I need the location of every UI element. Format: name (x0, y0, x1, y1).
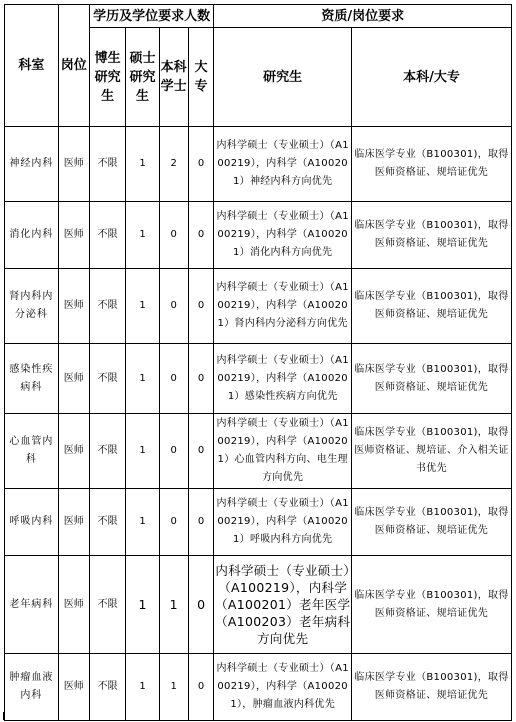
graduate-requirement-cell: 内科学硕士（专业硕士）（A100219），内科学（A100201）神经内科方向优先 (214, 127, 351, 202)
position-cell: 医师 (58, 489, 89, 556)
header-undergrad-requirement: 本科/大专 (351, 28, 511, 127)
position-cell: 医师 (58, 556, 89, 654)
graduate-requirement-cell: 内科学硕士（专业硕士）（A100219），内科学（A100201）心血管内科方向、电生理方向优先 (214, 414, 351, 489)
master-count-cell: 1 (126, 202, 159, 269)
master-count-cell: 1 (126, 127, 159, 202)
position-cell: 医师 (58, 127, 89, 202)
college-count-cell: 0 (188, 269, 214, 344)
position-cell: 医师 (58, 344, 89, 414)
table-row (5, 556, 512, 654)
header-graduate-requirement: 研究生 (214, 28, 351, 127)
graduate-requirement-cell: 内科学硕士（专业硕士）（A100219），内科学（A100201）感染性疾病方向优先 (214, 344, 351, 414)
recruitment-table-wrap (4, 4, 512, 721)
master-count-cell: 1 (126, 654, 159, 721)
graduate-requirement-cell: 内科学硕士（专业硕士）（A100219），内科学（A100201），肿瘤血液内科优先 (214, 654, 351, 721)
table-row (5, 654, 512, 721)
phd-count-cell: 不限 (89, 556, 126, 654)
master-count-cell: 1 (126, 344, 159, 414)
college-count-cell: 0 (188, 344, 214, 414)
undergrad-requirement-cell: 临床医学专业（B100301)，取得医师资格证、规培证优先 (351, 202, 511, 269)
dept-cell: 神经内科 (5, 127, 59, 202)
bachelor-count-cell: 0 (159, 269, 188, 344)
college-count-cell: 0 (188, 414, 214, 489)
master-count-cell: 1 (126, 269, 159, 344)
college-count-cell: 0 (188, 556, 214, 654)
header-qualification-group: 资质/岗位要求 (214, 5, 512, 28)
college-count-cell: 0 (188, 654, 214, 721)
header-dept: 科室 (5, 5, 59, 127)
master-count-cell: 1 (126, 414, 159, 489)
bachelor-count-cell: 1 (159, 556, 188, 654)
bachelor-count-cell: 0 (159, 344, 188, 414)
graduate-requirement-cell: 内科学硕士（专业硕士）（A100219），内科学（A100201）呼吸内科方向优先 (214, 489, 351, 556)
graduate-requirement-cell: 内科学硕士（专业硕士）（A100219），内科学（A100201）消化内科方向优先 (214, 202, 351, 269)
undergrad-requirement-cell: 临床医学专业（B100301)，取得医师资格证、规培证优先 (351, 269, 511, 344)
bachelor-count-cell: 0 (159, 414, 188, 489)
phd-count-cell: 不限 (89, 269, 126, 344)
phd-count-cell: 不限 (89, 344, 126, 414)
table-row (5, 489, 512, 556)
undergrad-requirement-cell: 临床医学专业（B100301)，取得医师资格证、规培证、介入相关证书优先 (351, 414, 511, 489)
dept-cell: 呼吸内科 (5, 489, 59, 556)
header-position: 岗位 (58, 5, 89, 127)
master-count-cell: 1 (126, 489, 159, 556)
undergrad-requirement-cell: 临床医学专业（B100301)，取得医师资格证、规培证优先 (351, 127, 511, 202)
undergrad-requirement-cell: 临床医学专业（B100301)，取得医师资格证、规培证优先 (351, 344, 511, 414)
college-count-cell: 0 (188, 202, 214, 269)
position-cell: 医师 (58, 269, 89, 344)
bachelor-count-cell: 1 (159, 654, 188, 721)
college-count-cell: 0 (188, 127, 214, 202)
table-row (5, 344, 512, 414)
dept-cell: 肿瘤血液内科 (5, 654, 59, 721)
undergrad-requirement-cell: 临床医学专业（B100301)，取得医师资格证、规培证优先 (351, 654, 511, 721)
undergrad-requirement-cell: 临床医学专业（B100301)，取得医师资格证、规培证优先 (351, 489, 511, 556)
graduate-requirement-cell: 内科学硕士（专业硕士）（A100219），内科学（A100201）老年医学（A100203）老年病科方向优先 (214, 556, 351, 654)
bachelor-count-cell: 2 (159, 127, 188, 202)
bachelor-count-cell: 0 (159, 202, 188, 269)
master-count-cell: 1 (126, 556, 159, 654)
header-education-group: 学历及学位要求人数 (89, 5, 214, 28)
page-margin-mark (3, 712, 4, 720)
phd-count-cell: 不限 (89, 489, 126, 556)
dept-cell: 老年病科 (5, 556, 59, 654)
header-bachelor: 本科学士 (159, 28, 188, 127)
table-row (5, 127, 512, 202)
header-phd: 博生研究生 (89, 28, 126, 127)
dept-cell: 心血管内科 (5, 414, 59, 489)
header-college: 大专 (188, 28, 214, 127)
table-row (5, 269, 512, 344)
position-cell: 医师 (58, 414, 89, 489)
undergrad-requirement-cell: 临床医学专业（B100301)，取得医师资格证、规培证优先 (351, 556, 511, 654)
recruitment-table (4, 4, 512, 721)
college-count-cell: 0 (188, 489, 214, 556)
dept-cell: 肾内科内分泌科 (5, 269, 59, 344)
bachelor-count-cell: 0 (159, 489, 188, 556)
position-cell: 医师 (58, 202, 89, 269)
dept-cell: 感染性疾病科 (5, 344, 59, 414)
dept-cell: 消化内科 (5, 202, 59, 269)
phd-count-cell: 不限 (89, 654, 126, 721)
table-row (5, 414, 512, 489)
header-master: 硕士研究生 (126, 28, 159, 127)
table-row (5, 202, 512, 269)
graduate-requirement-cell: 内科学硕士（专业硕士）（A100219），内科学（A100201）肾内科内分泌科方向优先 (214, 269, 351, 344)
phd-count-cell: 不限 (89, 202, 126, 269)
position-cell: 医师 (58, 654, 89, 721)
phd-count-cell: 不限 (89, 127, 126, 202)
phd-count-cell: 不限 (89, 414, 126, 489)
